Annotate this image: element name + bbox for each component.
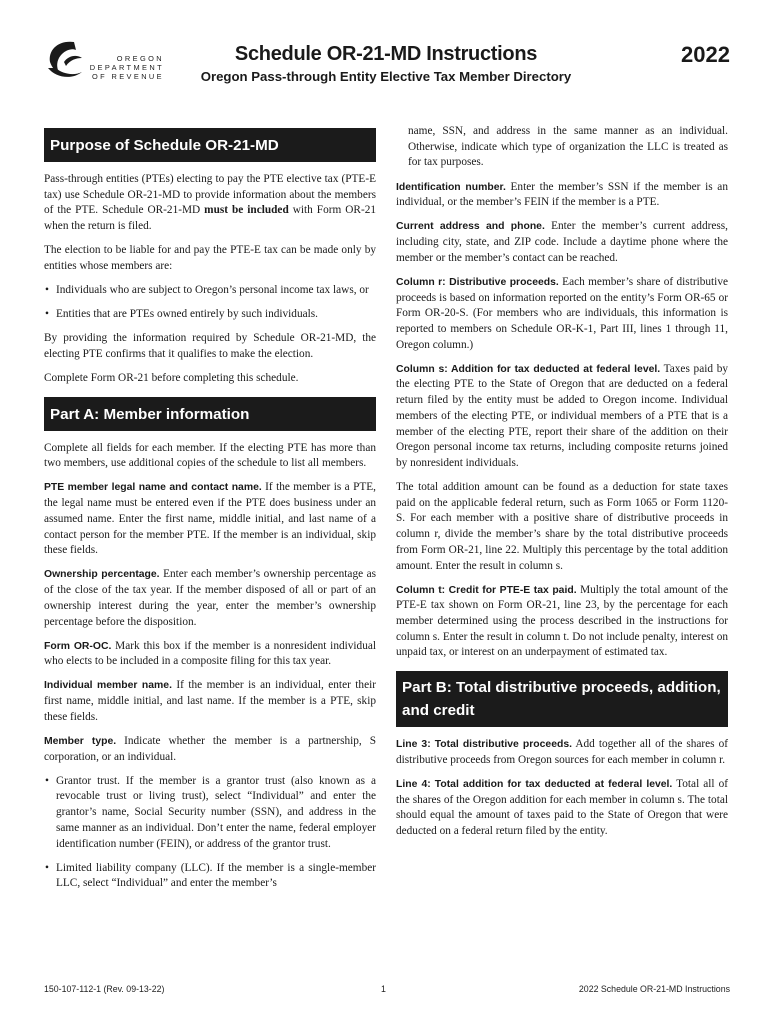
member-type-list (44, 774, 376, 892)
oregon-revenue-logo-icon (44, 38, 86, 82)
column-r-instruction: Column r: Distributive proceeds. Each member’s share of distributive proceeds is based on information reported on the entity’s Form OR-65 or Form OR-20-S. (For members who are individuals, this information is reported to members on Schedule OR-K-1, Part III, lines 1 through 11, Oregon column.) (396, 275, 728, 351)
right-column (396, 124, 728, 848)
agency-line-3: OF REVENUE (91, 72, 164, 81)
purpose-paragraph-3: By providing the information required by Schedule OR-21-MD, the electing PTE confirms that it qualifies to make the election. (44, 332, 376, 360)
line-4-instruction: Line 4: Total addition for tax deducted at federal level. Total all of the shares of the Oregon addition for each member in column s. The total should equal the amount of taxes paid to the State of Oregon that were deducted on a federal return filed by the entity. (396, 777, 728, 838)
individual-name-instruction: Individual member name. If the member is an individual, enter their first name, middle initial, and last name. If the member is a PTE, skip these fields. (44, 679, 376, 723)
column-s-instruction: Column s: Addition for tax deducted at federal level. Taxes paid by the electing PTE to the State of Oregon that are deducted on a federal return filed by the entity must be added to Oregon income. Individual members of the electing PTE, or individual members of a PTE that is a member of the electing PTE, report their share of the addition on their Oregon personal income tax returns, including composite returns joined by nonresident individuals. (396, 362, 728, 469)
page-number: 1 (381, 984, 386, 994)
purpose-paragraph-1: Pass-through entities (PTEs) electing to pay the PTE elective tax (PTE-E tax) use Schedule OR-21-MD to provide information about the members of the PTE. Schedule OR-21-MD must be included with Form OR-21 when the return is filed. (44, 173, 377, 233)
line-3-instruction: Line 3: Total distributive proceeds. Add together all of the shares of distributive proceeds from Oregon sources for each member in column r. (396, 738, 728, 766)
footer-title: 2022 Schedule OR-21-MD Instructions (578, 984, 730, 994)
form-or-oc-instruction: Form OR-OC. Mark this box if the member is a nonresident individual who elects to be included in a composite filing for this tax year. (44, 639, 376, 668)
form-number: 150-107-112-1 (Rev. 09-13-22) (44, 984, 165, 994)
purpose-paragraph-4: Complete Form OR-21 before completing this schedule. (44, 371, 299, 384)
part-b-heading: Part B: Total distributive proceeds, addition, and credit (396, 671, 728, 727)
must-be-included-emphasis: must be included (204, 204, 289, 217)
total-addition-paragraph: The total addition amount can be found as a deduction for state taxes paid on the applicable federal return, such as Form 1065 or Form 1120-S. For each member with a positive share of distributive proceeds in column r, divide the member’s share by the total distributive proceeds from Form OR-21, line 22. Multiply this percentage by the total addition amount. Enter the result in column s. (396, 481, 728, 572)
address-instruction: Current address and phone. Enter the member’s current address, including city, state, and ZIP code. Include a daytime phone where the member or the member’s contact can be reached. (396, 220, 728, 264)
member-type-instruction: Member type. Indicate whether the member is a partnership, S corporation, or an individual. (44, 734, 376, 763)
member-eligibility-list (44, 283, 376, 323)
left-column (44, 120, 376, 900)
list-item: • Grantor trust. If the member is a grantor trust (also known as a revocable trust or living trust), select “Individual” and enter the grantor’s name, Social Security number (SSN), and address in the same manner as an individual. Don’t enter the name, federal employer identification number (FEIN), or address of the grantor trust. (44, 774, 376, 853)
identification-instruction: Identification number. Enter the member’s SSN if the member is an individual, or the member’s FEIN if the member is a PTE. (396, 180, 728, 209)
purpose-heading: Purpose of Schedule OR-21-MD (44, 128, 376, 162)
agency-logo (44, 38, 164, 86)
document-subtitle: Oregon Pass-through Entity Elective Tax Member Directory (200, 69, 572, 84)
document-title: Schedule OR-21-MD Instructions (234, 43, 538, 65)
list-item: • Limited liability company (LLC). If the member is a single-member LLC, select “Individual” and enter the member’s (44, 861, 376, 892)
ownership-instruction: Ownership percentage. Enter each member’s ownership percentage as of the close of the tax year. If the member disposed of all or part of an ownership interest during the year, enter the member’s ownership percentage before the disposition. (44, 568, 376, 628)
list-item: • Entities that are PTEs owned entirely by such individuals. (44, 307, 376, 323)
column-t-instruction: Column t: Credit for PTE-E tax paid. Multiply the total amount of the PTE-E tax shown on Form OR-21, line 23, by the percentage for each member determined using the process described in the instructions for column s. Enter the result in column t. Do not include penalty, interest on unpaid tax, or interest on an underpayment of estimated tax. (396, 583, 728, 659)
tax-year: 2022 (681, 42, 730, 67)
part-a-paragraph: Complete all fields for each member. If the electing PTE has more than two members, use additional copies of the schedule to list all members. (44, 441, 376, 470)
agency-line-1: OREGON (116, 54, 164, 63)
list-item: • Individuals who are subject to Oregon’s personal income tax laws, or (44, 283, 376, 299)
purpose-paragraph-2: The election to be liable for and pay the PTE-E tax can be made only by entities whose members are: (44, 244, 376, 272)
continued-text: name, SSN, and address in the same manner as an individual. Otherwise, indicate which type of organization the LLC is treated as for tax purposes. (408, 125, 728, 169)
member-name-instruction: PTE member legal name and contact name. If the member is a PTE, the legal name must be entered even if the PTE does business under an assumed name. Enter the first name, middle initial, and last name of a contact person for the member PTE. If the member is an individual, skip these fields. (44, 481, 376, 557)
agency-line-2: DEPARTMENT (89, 63, 164, 72)
part-a-heading: Part A: Member information (44, 397, 376, 431)
